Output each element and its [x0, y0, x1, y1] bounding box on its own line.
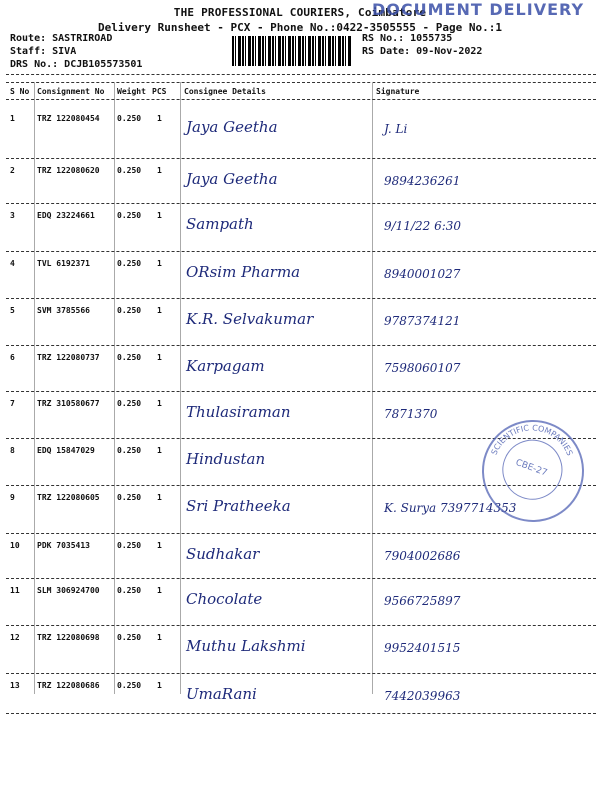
row-sno: 12 — [10, 633, 20, 642]
row-signature: 9/11/22 6:30 — [384, 219, 462, 233]
row-consignee-name: UmaRani — [186, 685, 257, 703]
staff-label: Staff: SIVA — [10, 46, 77, 57]
row-divider — [6, 391, 596, 392]
row-consignment-no: EDQ 23224661 — [37, 211, 95, 220]
column-header-pcs: PCS — [152, 87, 167, 96]
route-label: Route: SASTRIROAD — [10, 33, 113, 44]
row-signature: 8940001027 — [384, 267, 461, 281]
row-pcs: 1 — [157, 114, 162, 123]
row-weight: 0.250 — [117, 681, 142, 690]
divider — [6, 82, 596, 83]
row-signature: 7871370 — [384, 407, 438, 421]
row-pcs: 1 — [157, 353, 162, 362]
row-sno: 7 — [10, 399, 15, 408]
company-seal — [468, 406, 599, 537]
row-sno: 6 — [10, 353, 15, 362]
row-consignment-no: TVL 6192371 — [37, 259, 90, 268]
row-consignee-name: Sri Pratheeka — [186, 497, 291, 515]
row-divider — [6, 673, 596, 674]
row-sno: 11 — [10, 586, 20, 595]
row-weight: 0.250 — [117, 586, 142, 595]
row-consignee-name: K.R. Selvakumar — [186, 310, 314, 328]
row-weight: 0.250 — [117, 399, 142, 408]
row-signature: K. Surya 7397714353 — [384, 501, 517, 515]
row-consignee-name: ORsim Pharma — [186, 263, 301, 281]
row-consignee-name: Chocolate — [186, 590, 263, 608]
row-signature: 9787374121 — [384, 314, 461, 328]
row-weight: 0.250 — [117, 211, 142, 220]
row-consignment-no: SVM 3785566 — [37, 306, 90, 315]
row-sno: 2 — [10, 166, 15, 175]
row-consignment-no: TRZ 122080698 — [37, 633, 100, 642]
row-divider — [6, 533, 596, 534]
row-consignee-name: Sampath — [186, 215, 254, 233]
row-sno: 8 — [10, 446, 15, 455]
row-divider — [6, 203, 596, 204]
column-header-sno: S No — [10, 87, 30, 96]
row-pcs: 1 — [157, 166, 162, 175]
svg-text:SCIENTIFIC COMPANIES: SCIENTIFIC COMPANIES — [489, 423, 575, 457]
row-divider — [6, 298, 596, 299]
row-consignment-no: TRZ 310580677 — [37, 399, 100, 408]
row-pcs: 1 — [157, 259, 162, 268]
row-sno: 4 — [10, 259, 15, 268]
column-rule — [34, 82, 35, 694]
column-header-consignee: Consignee Details — [184, 87, 266, 96]
document-delivery-stamp: DOCUMENT DELIVERY — [372, 0, 585, 19]
row-consignee-name: Hindustan — [186, 450, 266, 468]
row-signature: 7442039963 — [384, 689, 461, 703]
row-weight: 0.250 — [117, 541, 142, 550]
row-consignee-name: Karpagam — [186, 357, 265, 375]
row-signature: 9952401515 — [384, 641, 461, 655]
row-signature: J. Li — [384, 122, 408, 136]
row-weight: 0.250 — [117, 166, 142, 175]
seal-center-text: CBE-27 — [514, 457, 549, 479]
row-pcs: 1 — [157, 541, 162, 550]
row-sno: 13 — [10, 681, 20, 690]
row-divider — [6, 713, 596, 714]
row-consignment-no: TRZ 122080605 — [37, 493, 100, 502]
row-consignment-no: TRZ 122080454 — [37, 114, 100, 123]
row-weight: 0.250 — [117, 259, 142, 268]
row-signature: 7598060107 — [384, 361, 461, 375]
column-header-consignment: Consignment No — [37, 87, 105, 96]
row-pcs: 1 — [157, 211, 162, 220]
row-consignee-name: Muthu Lakshmi — [186, 637, 306, 655]
row-weight: 0.250 — [117, 446, 142, 455]
row-weight: 0.250 — [117, 306, 142, 315]
column-rule — [180, 82, 181, 694]
rs-number: RS No.: 1055735 — [362, 33, 453, 44]
row-signature: 7904002686 — [384, 549, 461, 563]
divider — [6, 74, 596, 75]
row-pcs: 1 — [157, 399, 162, 408]
row-sno: 1 — [10, 114, 15, 123]
row-weight: 0.250 — [117, 493, 142, 502]
rs-date: RS Date: 09-Nov-2022 — [362, 46, 483, 57]
row-consignee-name: Thulasiraman — [186, 403, 291, 421]
drs-number: DRS No.: DCJB105573501 — [10, 59, 143, 70]
row-pcs: 1 — [157, 586, 162, 595]
row-divider — [6, 625, 596, 626]
row-pcs: 1 — [157, 633, 162, 642]
row-consignment-no: TRZ 122080620 — [37, 166, 100, 175]
row-weight: 0.250 — [117, 353, 142, 362]
row-pcs: 1 — [157, 493, 162, 502]
row-sno: 3 — [10, 211, 15, 220]
row-sno: 9 — [10, 493, 15, 502]
row-consignment-no: SLM 306924700 — [37, 586, 100, 595]
column-rule — [114, 82, 115, 694]
column-header-weight: Weight — [117, 87, 146, 96]
barcode — [232, 36, 352, 66]
row-signature: 9566725897 — [384, 594, 461, 608]
column-rule — [372, 82, 373, 694]
column-header-signature: Signature — [376, 87, 420, 96]
company-title: THE PROFESSIONAL COURIERS, Coimbatore — [173, 6, 427, 19]
row-consignee-name: Jaya Geetha — [186, 118, 278, 136]
row-consignment-no: EDQ 15847029 — [37, 446, 95, 455]
row-weight: 0.250 — [117, 114, 142, 123]
row-signature: 9894236261 — [384, 174, 461, 188]
row-pcs: 1 — [157, 306, 162, 315]
row-sno: 10 — [10, 541, 20, 550]
row-divider — [6, 578, 596, 579]
row-sno: 5 — [10, 306, 15, 315]
row-consignee-name: Sudhakar — [186, 545, 260, 563]
row-pcs: 1 — [157, 681, 162, 690]
row-consignment-no: PDK 7035413 — [37, 541, 90, 550]
row-consignment-no: TRZ 122080737 — [37, 353, 100, 362]
row-divider — [6, 158, 596, 159]
row-pcs: 1 — [157, 446, 162, 455]
divider — [6, 99, 596, 100]
row-consignment-no: TRZ 122080686 — [37, 681, 100, 690]
row-divider — [6, 251, 596, 252]
row-divider — [6, 345, 596, 346]
runsheet-title: Delivery Runsheet - PCX - Phone No.:0422-3505555 - Page No.:1 — [98, 21, 502, 34]
row-consignee-name: Jaya Geetha — [186, 170, 278, 188]
row-weight: 0.250 — [117, 633, 142, 642]
